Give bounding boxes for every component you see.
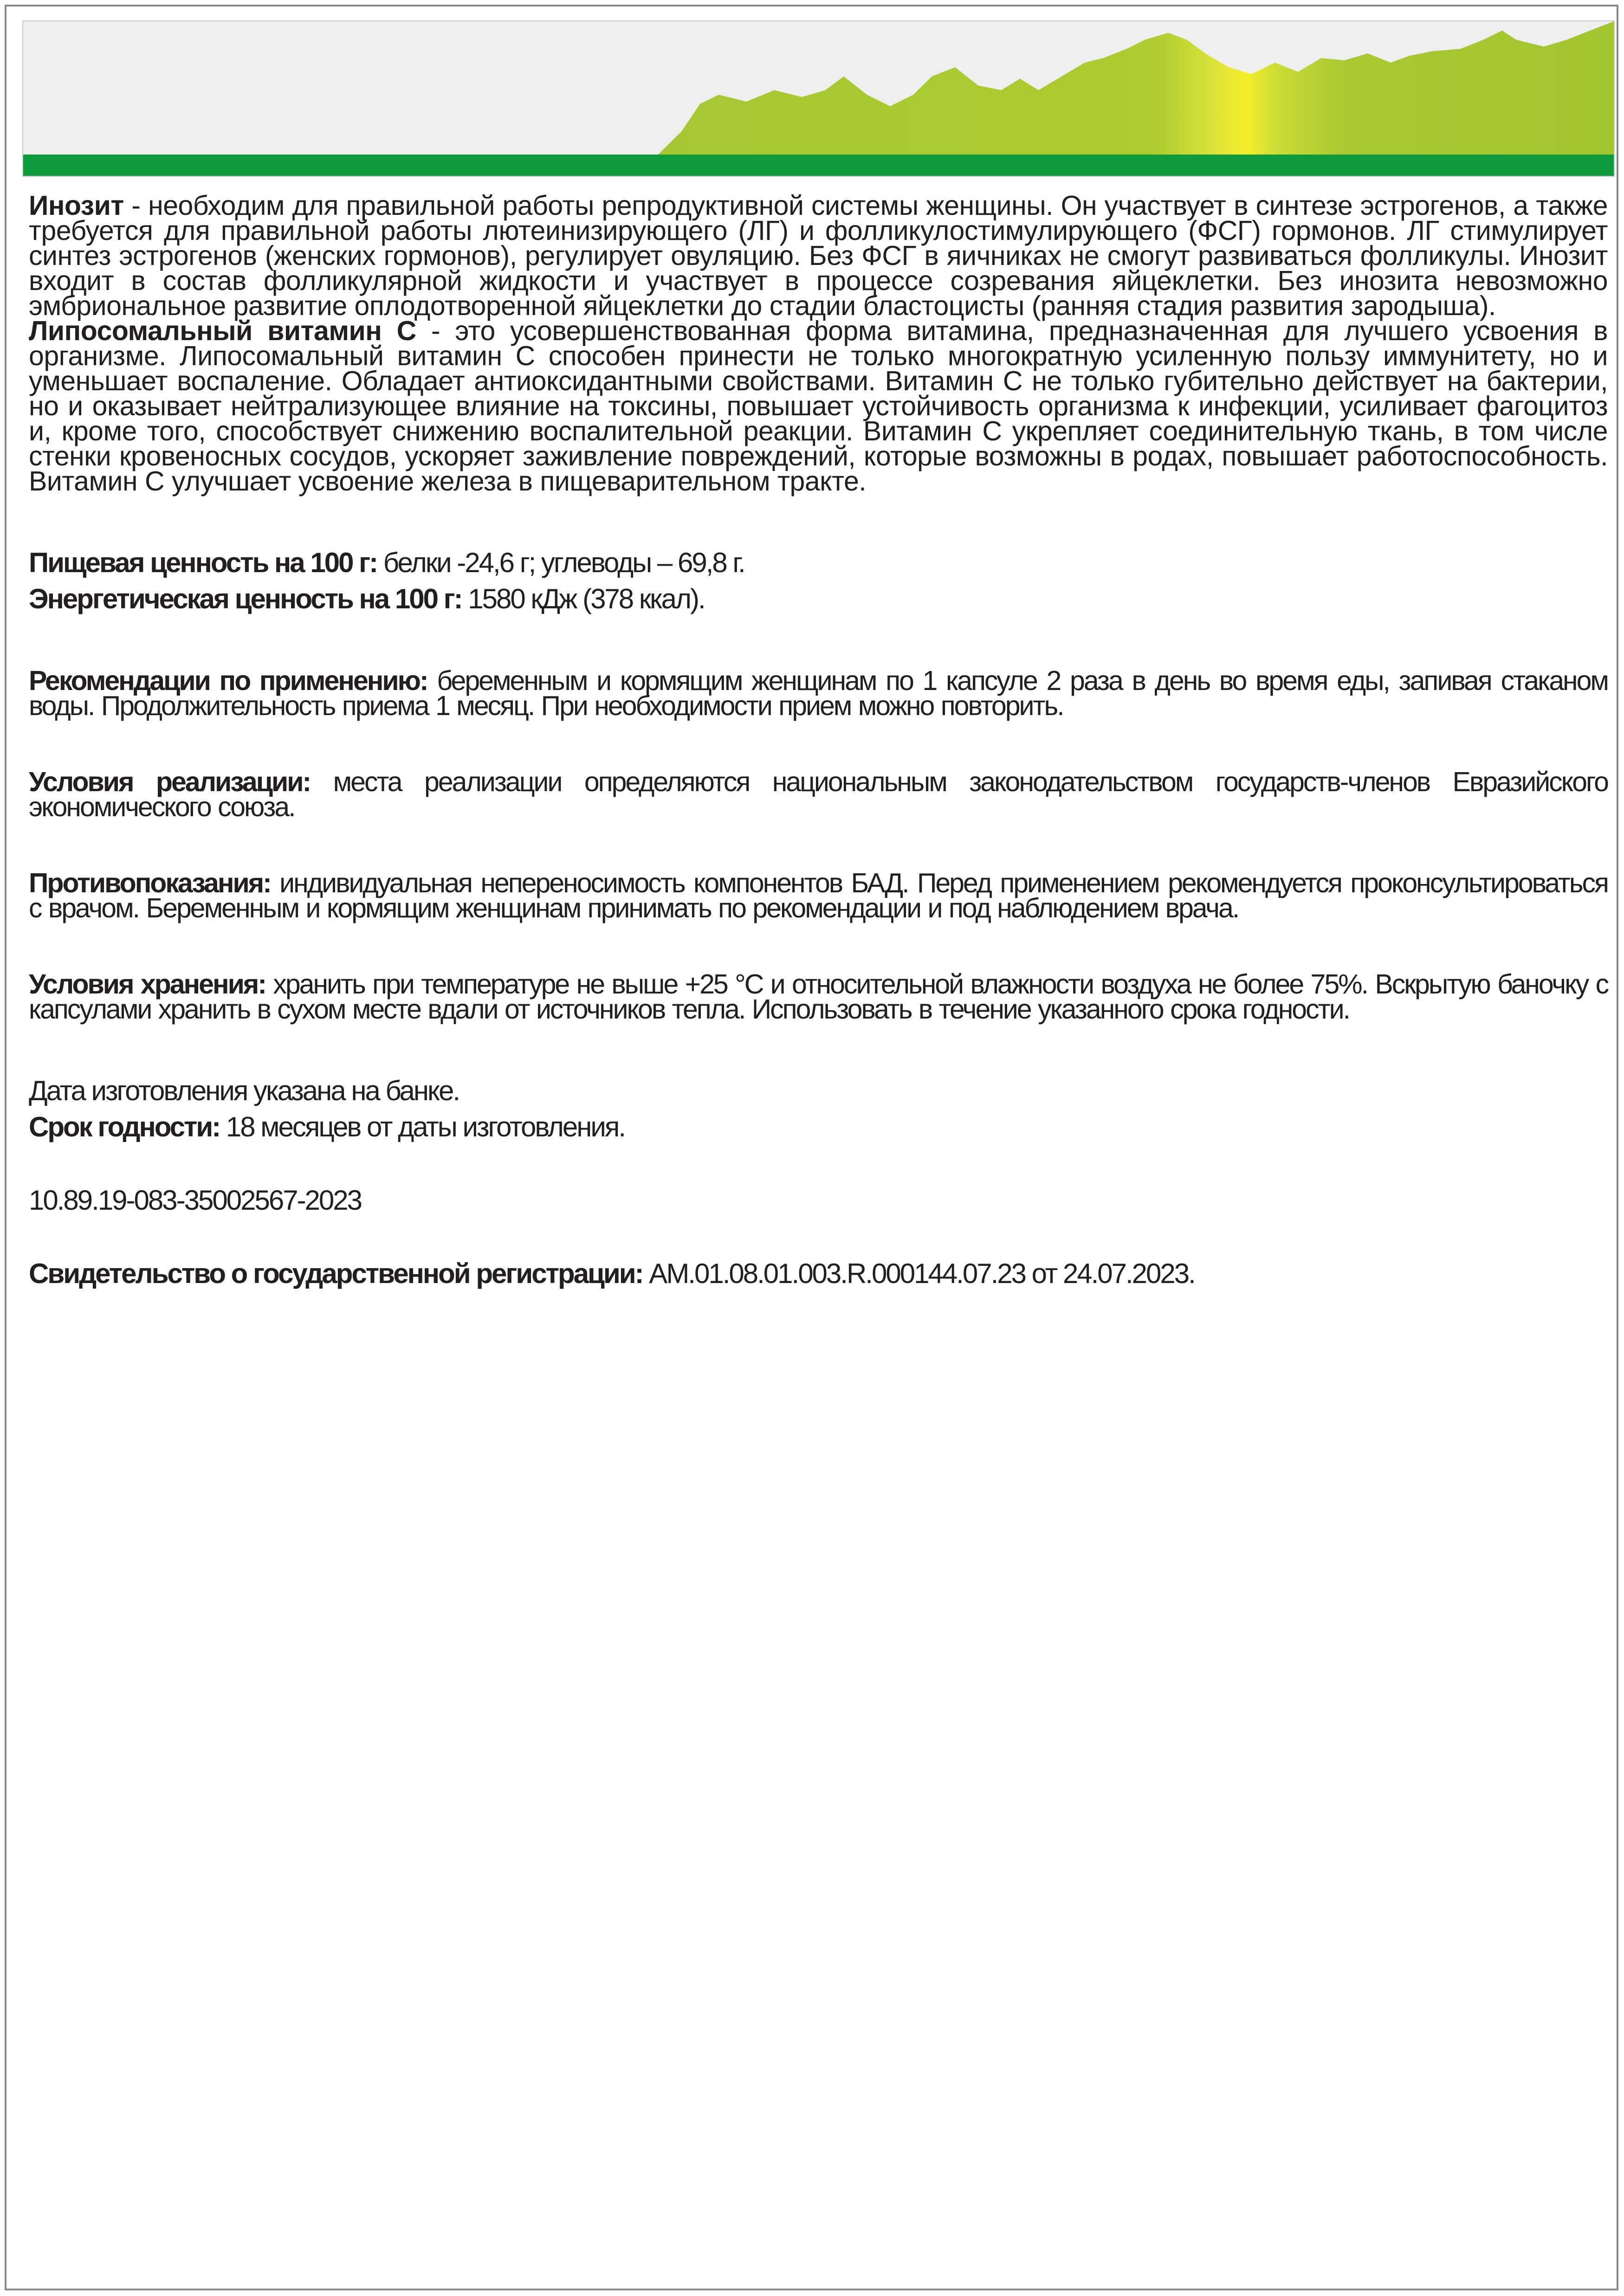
storage-paragraph [29,969,1608,1025]
inositol-term: Инозит [29,190,124,221]
registration-label: Свидетельство о государственной регистрации: [29,1258,643,1289]
mountain-decoration [23,21,1614,176]
usage-paragraph [29,665,1608,721]
nutrition-value: белки -24,6 г; углеводы – 69,8 г. [377,547,744,578]
vitamin-c-term: Липосомальный витамин С [29,316,416,346]
registration-value: AM.01.08.01.003.R.000144.07.23 от 24.07.2023. [642,1258,1195,1289]
contraindications-paragraph [29,868,1608,923]
header-banner [22,20,1615,177]
manufacture-date: Дата изготовления указана на банке. [29,1075,459,1106]
shelf-life-line [29,1109,1608,1145]
shelf-life-value: 18 месяцев от даты изготовления. [220,1111,625,1142]
contraindications-label: Противопоказания: [29,868,271,898]
inositol-text: - необходим для правильной работы репродуктивной системы женщины. Он участвует в синтезе эстрогенов, а также требуется для правильной работы лютеинизирующего (ЛГ) и фолликулостимулирующего (ФСГ) гормонов. ЛГ стимулирует синтез эстрогенов (женских гормонов), регулирует овуляцию. Без ФСГ в яичниках не смогут развиваться фолликулы. Инозит входит в состав фолликулярной жидкости и участвует в процессе созревания яйцеклетки. Без инозита невозможно эмбриональное развитие оплодотворенной яйцеклетки до стадии бластоцисты (ранняя стадия развития зародыша). [29,190,1608,321]
usage-value: беременным и кормящим женщинам по 1 капсуле 2 раза в день во время еды, запивая стаканом воды. Продолжительность приема 1 месяц. При необходимости прием можно повторить. [29,665,1608,721]
vitamin-c-paragraph [29,316,1608,497]
green-band [23,155,1614,176]
sale-label: Условия реализации: [29,767,311,797]
contraindications-value: индивидуальная непереносимость компонентов БАД. Перед применением рекомендуется проконсультироваться с врачом. Беременным и кормящим женщинам принимать по рекомендации и под наблюдением врача. [29,868,1608,923]
label-frame [5,5,1618,2290]
nutrition-label: Пищевая ценность на 100 г: [29,547,377,578]
label-text [29,190,1608,1292]
usage-label: Рекомендации по применению: [29,665,427,696]
storage-value: хранить при температуре не выше +25 °С и относительной влажности воздуха не более 75%. Вскрытую баночку с капсулами хранить в сухом месте вдали от источников тепла. Использовать в течение указанного срока годности. [29,969,1608,1025]
sale-value: места реализации определяются национальным законодательством государств-членов Евразийского экономического союза. [29,767,1608,822]
shelf-life-label: Срок годности: [29,1111,220,1142]
storage-label: Условия хранения: [29,969,265,1000]
energy-label: Энергетическая ценность на 100 г: [29,583,462,614]
inositol-paragraph [29,190,1608,321]
product-code: 10.89.19-083-35002567-2023 [29,1185,362,1216]
energy-line [29,581,1608,617]
registration-line [29,1256,1608,1292]
nutrition-line [29,545,1608,581]
energy-value: 1580 кДж (378 ккал). [461,583,705,614]
vitamin-c-text: - это усовершенствованная форма витамина, предназначенная для лучшего усвоения в организме. Липосомальный витамин С способен принести не только многократную усиленную пользу иммунитету, но и уменьшает воспаление. Обладает антиоксидантными свойствами. Витамин С не только губительно действует на бактерии, но и оказывает нейтрализующее влияние на токсины, повышает устойчивость организма к инфекции, усиливает фагоцитоз и, кроме того, способствует снижению воспалительной реакции. Витамин С укрепляет соединительную ткань, в том числе стенки кровеносных сосудов, ускоряет заживление повреждений, которые возможны в родах, повышает работоспособность. Витамин С улучшает усвоение железа в пищеварительном тракте. [29,316,1608,497]
sale-paragraph [29,767,1608,822]
